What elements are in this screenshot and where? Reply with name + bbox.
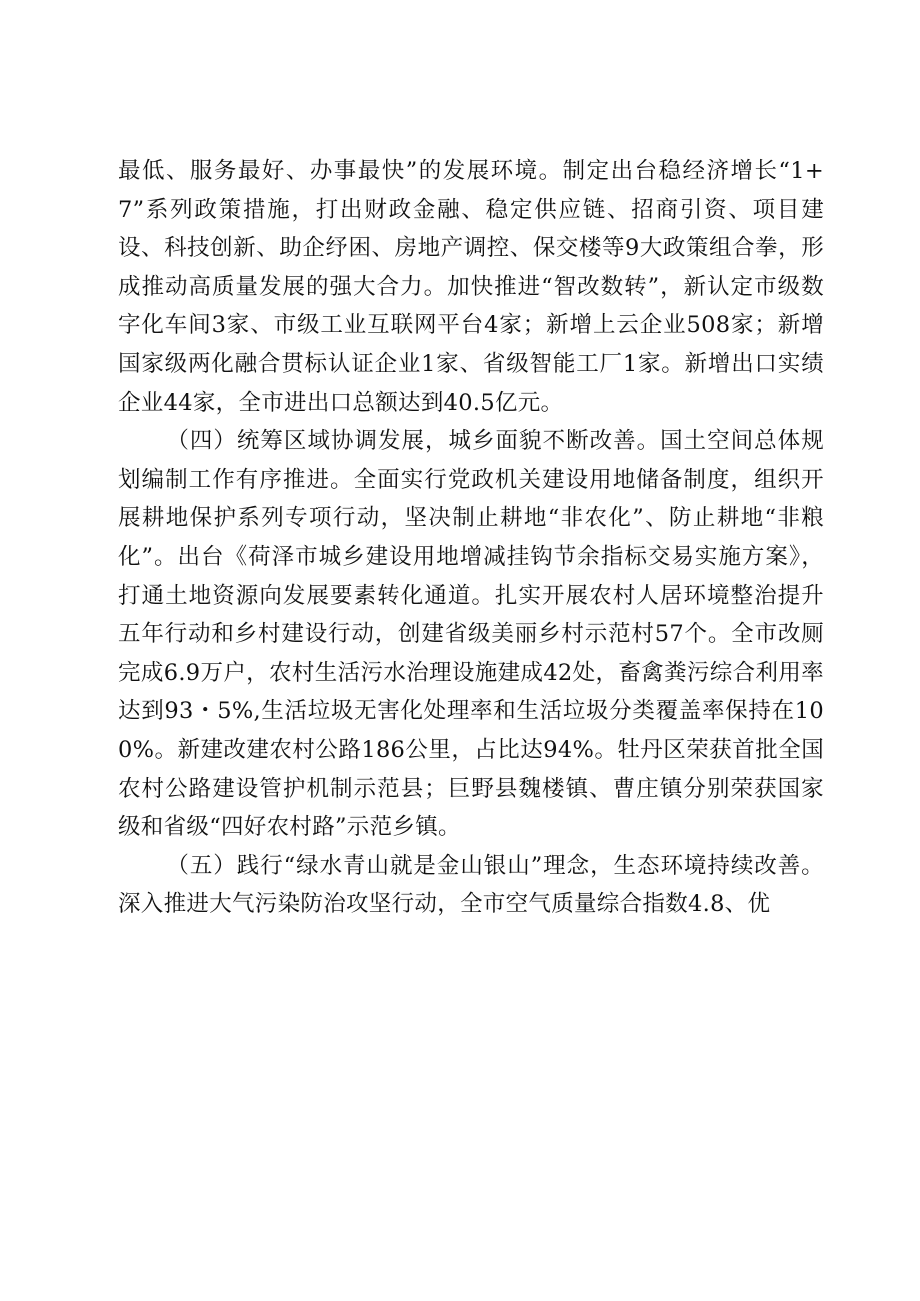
paragraph-regional-coordination: （四）统筹区域协调发展，城乡面貌不断改善。国土空间总体规划编制工作有序推进。全面实行党政机关建设用地储备制度，组织开展耕地保护系列专项行动，坚决制止耕地“非农化”、防止耕地“非粮化”。出台《荷泽市城乡建设用地增减挂钩节余指标交易实施方案》，打通土地资源向发展要素转化通道。扎实开展农村人居环境整治提升五年行动和乡村建设行动，创建省级美丽乡村示范村57个。全市改厕完成6.9万户，农村生活污水治理设施建成42处，畜禽粪污综合利用率达到93・5%,生活垃圾无害化处理率和生活垃圾分类覆盖率保持在100%。新建改建农村公路186公里，占比达94%。牡丹区荣获首批全国农村公路建设管护机制示范县；巨野县魏楼镇、曹庄镇分别荣获国家级和省级“四好农村路”示范乡镇。 bbox=[118, 428, 824, 841]
document-body bbox=[118, 152, 824, 924]
paragraph-development-environment: 最低、服务最好、办事最快”的发展环境。制定出台稳经济增长“1+7”系列政策措施，打出财政金融、稳定供应链、招商引资、项目建设、科技创新、助企纾困、房地产调控、保交楼等9大政策组合拳，形成推动高质量发展的强大合力。加快推进“智改数转”，新认定市级数字化车间3家、市级工业互联网平台4家；新增上云企业508家；新增国家级两化融合贯标认证企业1家、省级智能工厂1家。新增出口实绩企业44家，全市进出口总额达到40.5亿元。 bbox=[118, 158, 824, 416]
paragraph-ecological-environment: （五）践行“绿水青山就是金山银山”理念，生态环境持续改善。深入推进大气污染防治攻坚行动，全市空气质量综合指数4.8、优 bbox=[118, 852, 824, 918]
